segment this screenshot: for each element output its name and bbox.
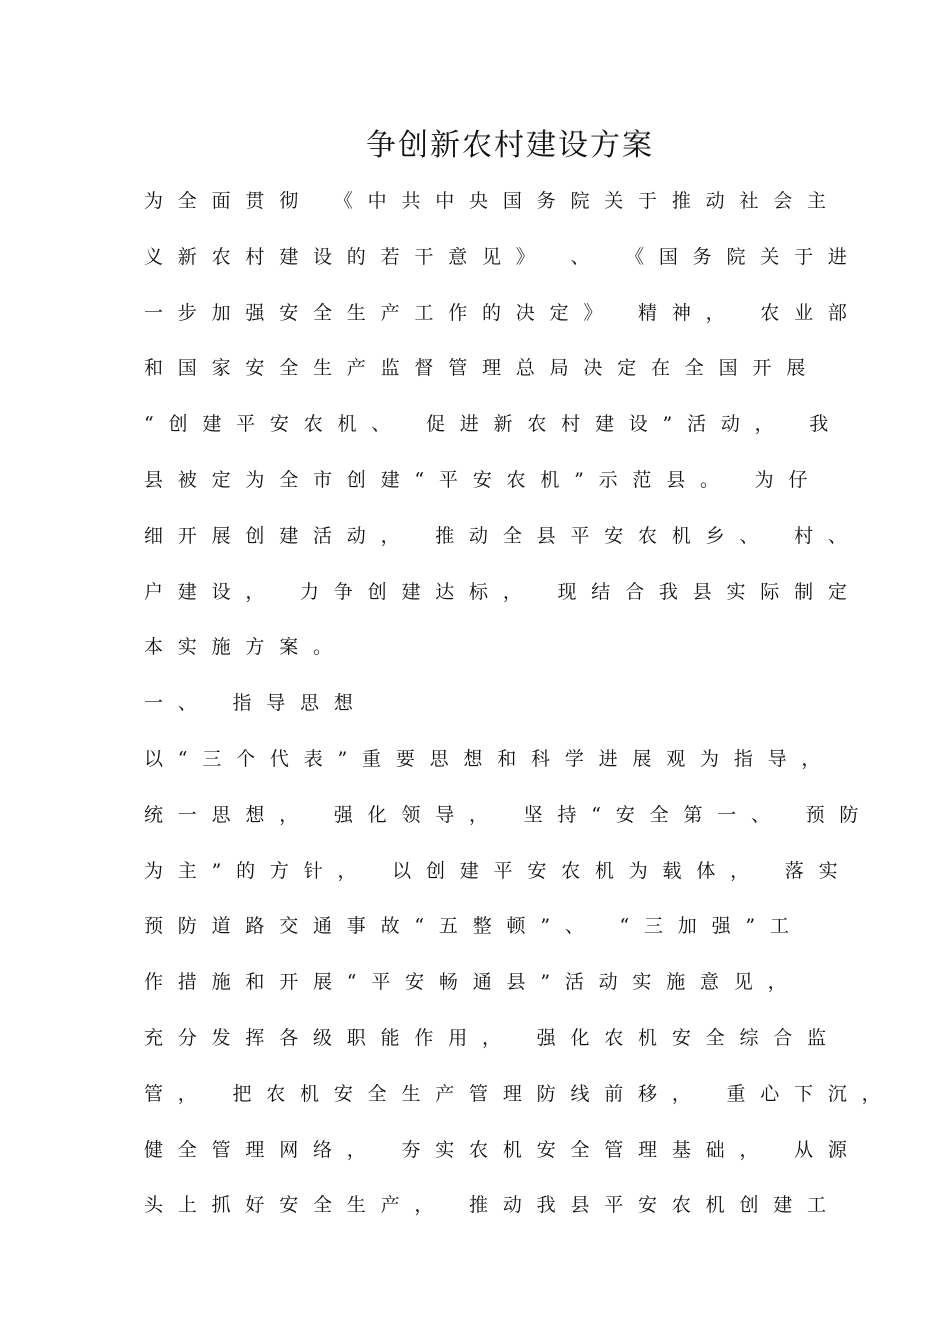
body-line: 一步加强安全生产工作的决定》 精神， 农业部 [144,301,862,324]
document-body [144,184,896,1244]
body-line: 细开展创建活动， 推动全县平安农机乡、 村、 [144,524,862,547]
body-line: 为主”的方针， 以创建平安农机为载体， 落实 [144,859,853,882]
body-line: 户建设， 力争创建达标， 现结合我县实际制定 [144,580,862,603]
body-line: 以“三个代表”重要思想和科学进展观为指导， [144,747,836,770]
body-line: 和国家安全生产监督管理总局决定在全国开展 [144,357,821,380]
body-line: 头上抓好安全生产， 推动我县平安农机创建工 [144,1194,841,1217]
body-line: 管， 把农机安全生产管理防线前移， 重心下沉， [144,1082,896,1105]
section-heading: 一、 指导思想 [144,692,368,715]
body-line: 为全面贯彻 《中共中央国务院关于推动社会主 [144,190,841,212]
body-line: 本实施方案。 [144,636,347,659]
body-line: 义新农村建设的若干意见》 、 《国务院关于进 [144,245,862,268]
body-line: 预防道路交通事故“五整顿”、 “三加强”工 [144,915,804,938]
body-line: 作措施和开展“平安畅通县”活动实施意见， [144,971,802,994]
body-line: 县被定为全市创建“平安农机”示范县。 为仔 [144,468,823,491]
body-line: 健全管理网络， 夯实农机安全管理基础， 从源 [144,1138,862,1161]
body-line: “创建平安农机、 促进新农村建设”活动， 我 [144,413,844,436]
body-line: 充分发挥各级职能作用， 强化农机安全综合监 [144,1026,841,1049]
document-title: 争创新农村建设方案 [366,128,654,163]
body-line: 统一思想， 强化领导， 坚持“安全第一、 预防 [144,803,874,826]
